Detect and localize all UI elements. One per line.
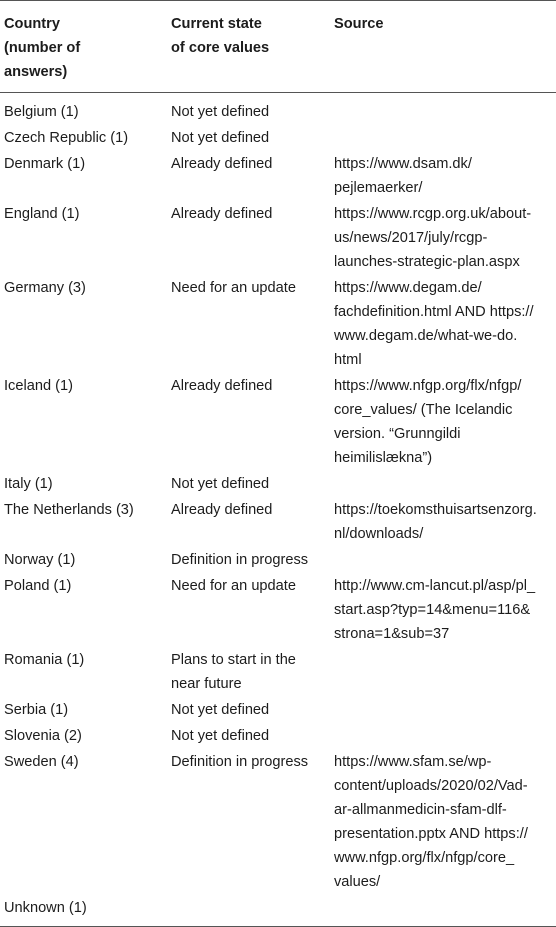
cell-country bbox=[0, 372, 167, 470]
cell-state bbox=[167, 200, 330, 274]
source-link-text: strona=1&sub=37 bbox=[334, 626, 450, 642]
header-source bbox=[330, 1, 556, 93]
cell-source bbox=[330, 470, 556, 496]
cell-country-text: Italy (1) bbox=[4, 476, 53, 492]
cell-state-text: Already defined bbox=[171, 502, 273, 518]
cell-source bbox=[330, 572, 556, 646]
cell-country bbox=[0, 93, 167, 125]
cell-country bbox=[0, 572, 167, 646]
header-state bbox=[167, 1, 330, 93]
source-link-text: core_values/ (The Icelandic bbox=[334, 402, 513, 418]
cell-country-text: Sweden (4) bbox=[4, 754, 79, 770]
source-link-text: content/uploads/2020/02/Vad- bbox=[334, 778, 528, 794]
cell-state bbox=[167, 696, 330, 722]
table-row bbox=[0, 696, 556, 722]
header-country bbox=[0, 1, 167, 93]
cell-country-text: England (1) bbox=[4, 206, 80, 222]
table-row bbox=[0, 646, 556, 696]
cell-source bbox=[330, 722, 556, 748]
cell-country bbox=[0, 124, 167, 150]
source-link-text: launches-strategic-plan.aspx bbox=[334, 254, 520, 270]
cell-state-text: Definition in progress bbox=[171, 754, 309, 770]
cell-source bbox=[330, 696, 556, 722]
cell-source bbox=[330, 496, 556, 546]
cell-country-text: Germany (3) bbox=[4, 280, 86, 296]
source-link-text: heimilislækna”) bbox=[334, 450, 433, 466]
source-link-text: www.nfgp.org/flx/nfgp/core_ bbox=[334, 850, 515, 866]
cell-state bbox=[167, 150, 330, 200]
cell-state bbox=[167, 748, 330, 894]
cell-source bbox=[330, 372, 556, 470]
source-link-text: https://www.rcgp.org.uk/about- bbox=[334, 206, 532, 222]
cell-country bbox=[0, 200, 167, 274]
source-link-text: https://www.dsam.dk/ bbox=[334, 156, 472, 172]
cell-country bbox=[0, 646, 167, 696]
cell-country-text: Belgium (1) bbox=[4, 104, 79, 120]
cell-source bbox=[330, 93, 556, 125]
cell-state bbox=[167, 372, 330, 470]
cell-state bbox=[167, 93, 330, 125]
table-body bbox=[0, 93, 556, 927]
cell-state-text: Already defined bbox=[171, 206, 273, 222]
source-link-text: www.degam.de/what-we-do. bbox=[334, 328, 518, 344]
cell-state-text: Already defined bbox=[171, 378, 273, 394]
cell-source bbox=[330, 646, 556, 696]
source-link-text: html bbox=[334, 352, 362, 368]
cell-country bbox=[0, 696, 167, 722]
cell-state bbox=[167, 546, 330, 572]
table-row bbox=[0, 274, 556, 372]
cell-country-text: The Netherlands (3) bbox=[4, 502, 134, 518]
cell-country bbox=[0, 496, 167, 546]
source-link-text: https://www.degam.de/ bbox=[334, 280, 482, 296]
cell-state bbox=[167, 722, 330, 748]
source-link-text: https://www.nfgp.org/flx/nfgp/ bbox=[334, 378, 522, 394]
cell-state bbox=[167, 274, 330, 372]
cell-source bbox=[330, 894, 556, 927]
header-line: Source bbox=[334, 16, 384, 32]
cell-state bbox=[167, 646, 330, 696]
table-row bbox=[0, 124, 556, 150]
cell-country-text: Slovenia (2) bbox=[4, 728, 82, 744]
header-line: answers) bbox=[4, 64, 68, 80]
table-row bbox=[0, 894, 556, 927]
cell-state bbox=[167, 124, 330, 150]
table-row bbox=[0, 496, 556, 546]
cell-state-text: near future bbox=[171, 676, 242, 692]
cell-state-text: Need for an update bbox=[171, 578, 296, 594]
header-line: of core values bbox=[171, 40, 270, 56]
cell-country-text: Iceland (1) bbox=[4, 378, 73, 394]
source-link-text: pejlemaerker/ bbox=[334, 180, 423, 196]
source-link-text: https://www.sfam.se/wp- bbox=[334, 754, 492, 770]
source-link-text: ar-allmanmedicin-sfam-dlf- bbox=[334, 802, 507, 818]
source-link-text: fachdefinition.html AND https:// bbox=[334, 304, 534, 320]
cell-state-text: Not yet defined bbox=[171, 104, 270, 120]
cell-country bbox=[0, 470, 167, 496]
cell-country bbox=[0, 546, 167, 572]
cell-country bbox=[0, 274, 167, 372]
cell-country-text: Romania (1) bbox=[4, 652, 85, 668]
table-row bbox=[0, 93, 556, 125]
cell-country-text: Norway (1) bbox=[4, 552, 76, 568]
table-row bbox=[0, 150, 556, 200]
cell-source bbox=[330, 546, 556, 572]
table-row bbox=[0, 200, 556, 274]
cell-source bbox=[330, 124, 556, 150]
cell-country bbox=[0, 894, 167, 927]
cell-country-text: Serbia (1) bbox=[4, 702, 69, 718]
cell-state bbox=[167, 894, 330, 927]
cell-state-text: Plans to start in the bbox=[171, 652, 296, 668]
cell-source bbox=[330, 150, 556, 200]
source-link-text: presentation.pptx AND https:// bbox=[334, 826, 528, 842]
cell-state-text: Not yet defined bbox=[171, 702, 270, 718]
cell-state-text: Not yet defined bbox=[171, 728, 270, 744]
cell-country-text: Poland (1) bbox=[4, 578, 72, 594]
cell-state-text: Already defined bbox=[171, 156, 273, 172]
table-row bbox=[0, 722, 556, 748]
table-row bbox=[0, 572, 556, 646]
cell-state bbox=[167, 470, 330, 496]
header-row bbox=[0, 1, 556, 93]
source-link-text: version. “Grunngildi bbox=[334, 426, 461, 442]
cell-country-text: Unknown (1) bbox=[4, 900, 87, 916]
table-row bbox=[0, 546, 556, 572]
cell-state-text: Not yet defined bbox=[171, 476, 270, 492]
cell-state bbox=[167, 496, 330, 546]
cell-country bbox=[0, 150, 167, 200]
source-link-text: start.asp?typ=14&menu=116& bbox=[334, 602, 531, 618]
header-line: Current state bbox=[171, 16, 262, 32]
cell-state-text: Definition in progress bbox=[171, 552, 309, 568]
cell-source bbox=[330, 748, 556, 894]
source-link-text: us/news/2017/july/rcgp- bbox=[334, 230, 488, 246]
cell-source bbox=[330, 200, 556, 274]
cell-state-text: Need for an update bbox=[171, 280, 296, 296]
cell-country-text: Czech Republic (1) bbox=[4, 130, 129, 146]
source-link-text: https://toekomsthuisartsenzorg. bbox=[334, 502, 537, 518]
cell-state bbox=[167, 572, 330, 646]
table-row bbox=[0, 748, 556, 894]
header-line: Country bbox=[4, 16, 60, 32]
source-link-text: values/ bbox=[334, 874, 381, 890]
header-line: (number of bbox=[4, 40, 81, 56]
cell-source bbox=[330, 274, 556, 372]
table-row bbox=[0, 470, 556, 496]
source-link-text: http://www.cm-lancut.pl/asp/pl_ bbox=[334, 578, 536, 594]
source-link-text: nl/downloads/ bbox=[334, 526, 424, 542]
cell-state-text: Not yet defined bbox=[171, 130, 270, 146]
table-header bbox=[0, 1, 556, 93]
cell-country-text: Denmark (1) bbox=[4, 156, 86, 172]
cell-country bbox=[0, 722, 167, 748]
table-row bbox=[0, 372, 556, 470]
cell-country bbox=[0, 748, 167, 894]
